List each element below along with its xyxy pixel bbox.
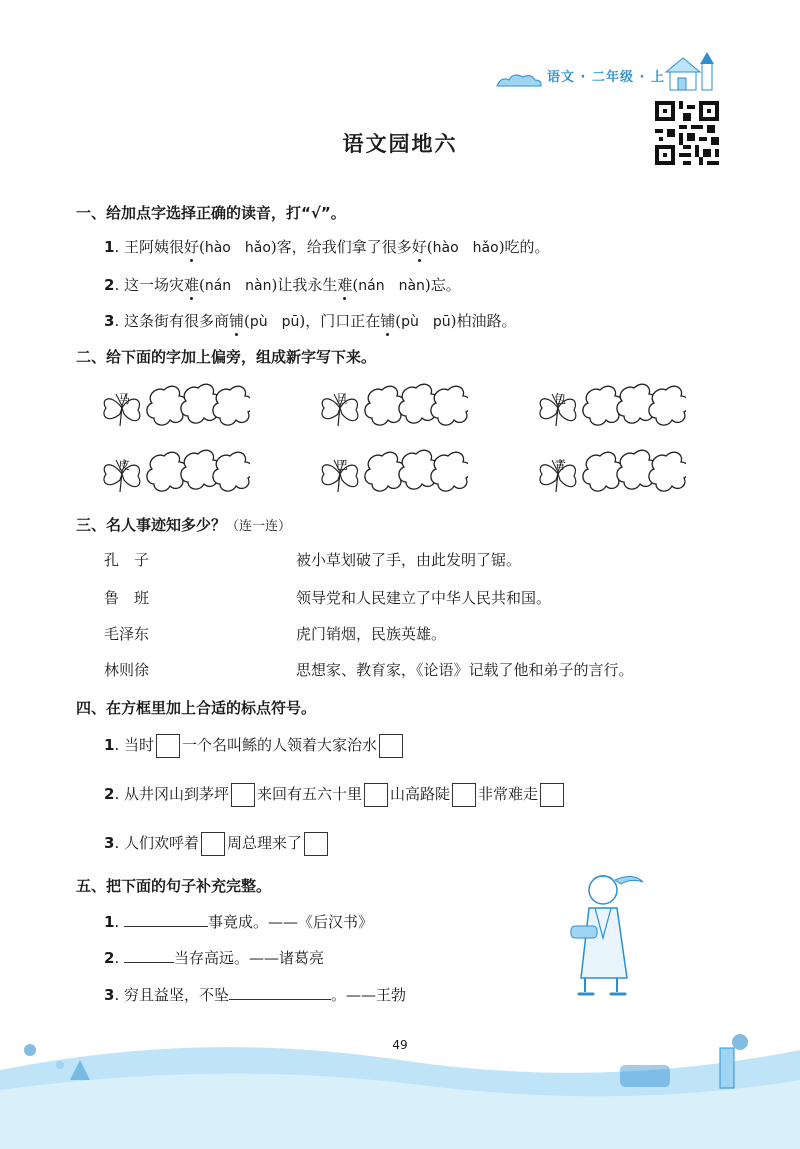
base-char: 巴 — [336, 458, 349, 472]
dotted-char: 铺 — [228, 312, 244, 330]
radical-exercise-5 — [318, 448, 468, 500]
punctuation-box[interactable] — [156, 734, 180, 758]
section-1-heading: 一、给加点字选择正确的读音，打“√”。 — [76, 204, 346, 222]
base-char: 包 — [554, 392, 567, 406]
pinyin-choice[interactable]: nán nàn — [358, 278, 425, 294]
person-name-4[interactable]: 林则徐 — [104, 661, 150, 679]
footer-wave-decoration — [0, 1010, 800, 1149]
punctuation-box[interactable] — [304, 832, 328, 856]
house-decoration-icon — [660, 52, 720, 92]
pinyin-choice[interactable]: nán nàn — [204, 278, 272, 294]
s1-item-3: 3. 这条街有很多商铺(pù pū)，门口正在铺(pù pū)柏油路。 — [104, 312, 517, 330]
s1-item-1: 1. 王阿姨很好(hào hǎo)客，给我们拿了很多好(hào hǎo)吃的。 — [104, 238, 550, 256]
fill-blank[interactable] — [124, 948, 174, 963]
section-5-heading: 五、把下面的句子补充完整。 — [76, 877, 272, 895]
person-fact-4[interactable]: 思想家、教育家，《论语》记载了他和弟子的言行。 — [296, 661, 634, 679]
section-2-heading: 二、给下面的字加上偏旁，组成新字写下来。 — [76, 348, 377, 366]
item-number: 1 — [104, 238, 115, 256]
fill-blank[interactable] — [124, 912, 208, 927]
s1-item-2: 2. 这一场灾难(nán nàn)让我永生难(nán nàn)忘。 — [104, 276, 461, 294]
subject-label: 语文 · 二年级 · 上 — [547, 70, 665, 85]
dotted-char: 难 — [337, 276, 353, 294]
cloud-decoration-icon — [495, 72, 543, 88]
radical-exercise-4 — [100, 448, 250, 500]
person-name-2[interactable]: 鲁 班 — [104, 589, 150, 607]
person-name-1[interactable]: 孔 子 — [104, 551, 150, 569]
section-3-title: 三、名人事迹知多少？ — [76, 516, 227, 534]
dotted-char: 铺 — [380, 312, 396, 330]
base-char: 旦 — [336, 392, 349, 406]
punctuation-box[interactable] — [379, 734, 403, 758]
punctuation-box[interactable] — [201, 832, 225, 856]
s5-item-2: 2. 当存高远。——诸葛亮 — [104, 949, 324, 967]
s5-item-3: 3. 穷且益坚，不坠 。——王勃 — [104, 986, 406, 1004]
scholar-figure-icon — [555, 868, 655, 1000]
person-name-3[interactable]: 毛泽东 — [104, 625, 150, 643]
radical-exercise-6 — [536, 448, 686, 500]
person-fact-2[interactable]: 领导党和人民建立了中华人民共和国。 — [296, 589, 552, 607]
section-3-note: （连一连） — [226, 519, 292, 534]
s4-item-1: 1. 当时 一个名叫鲧的人领着大家治水 — [104, 734, 405, 758]
punctuation-box[interactable] — [231, 783, 255, 807]
person-fact-1[interactable]: 被小草划破了手，由此发明了锯。 — [296, 551, 522, 569]
section-3-heading — [76, 514, 291, 535]
pinyin-choice[interactable]: pù pū — [401, 314, 451, 330]
header-subject-tag — [495, 62, 735, 92]
item-number: 3 — [104, 312, 115, 330]
pinyin-choice[interactable]: pù pū — [249, 314, 300, 330]
s5-item-1: 1. 事竟成。——《后汉书》 — [104, 913, 373, 931]
radical-exercise-1 — [100, 382, 250, 434]
dotted-char: 难 — [183, 276, 199, 294]
s4-item-2: 2. 从井冈山到茅坪 来回有五六十里 山高路陡 非常难走 — [104, 783, 566, 807]
radical-exercise-3 — [536, 382, 686, 434]
punctuation-box[interactable] — [452, 783, 476, 807]
radical-exercise-2 — [318, 382, 468, 434]
section-4-heading: 四、在方框里加上合适的标点符号。 — [76, 699, 317, 717]
punctuation-box[interactable] — [540, 783, 564, 807]
punctuation-box[interactable] — [364, 783, 388, 807]
dotted-char: 好 — [183, 238, 199, 256]
base-char: 马 — [118, 392, 131, 406]
pinyin-choice[interactable]: hào hǎo — [432, 240, 499, 256]
base-char: 青 — [554, 458, 567, 472]
pinyin-choice[interactable]: hào hǎo — [204, 240, 271, 256]
page-number: 49 — [392, 1038, 408, 1052]
person-fact-3[interactable]: 虎门销烟，民族英雄。 — [296, 625, 447, 643]
page-title: 语文园地六 — [342, 132, 458, 156]
base-char: 皮 — [118, 458, 131, 472]
item-number: 2 — [104, 276, 115, 294]
fill-blank[interactable] — [229, 985, 331, 1000]
s4-item-3: 3. 人们欢呼着 周总理来了 — [104, 832, 330, 856]
dotted-char: 好 — [411, 238, 427, 256]
